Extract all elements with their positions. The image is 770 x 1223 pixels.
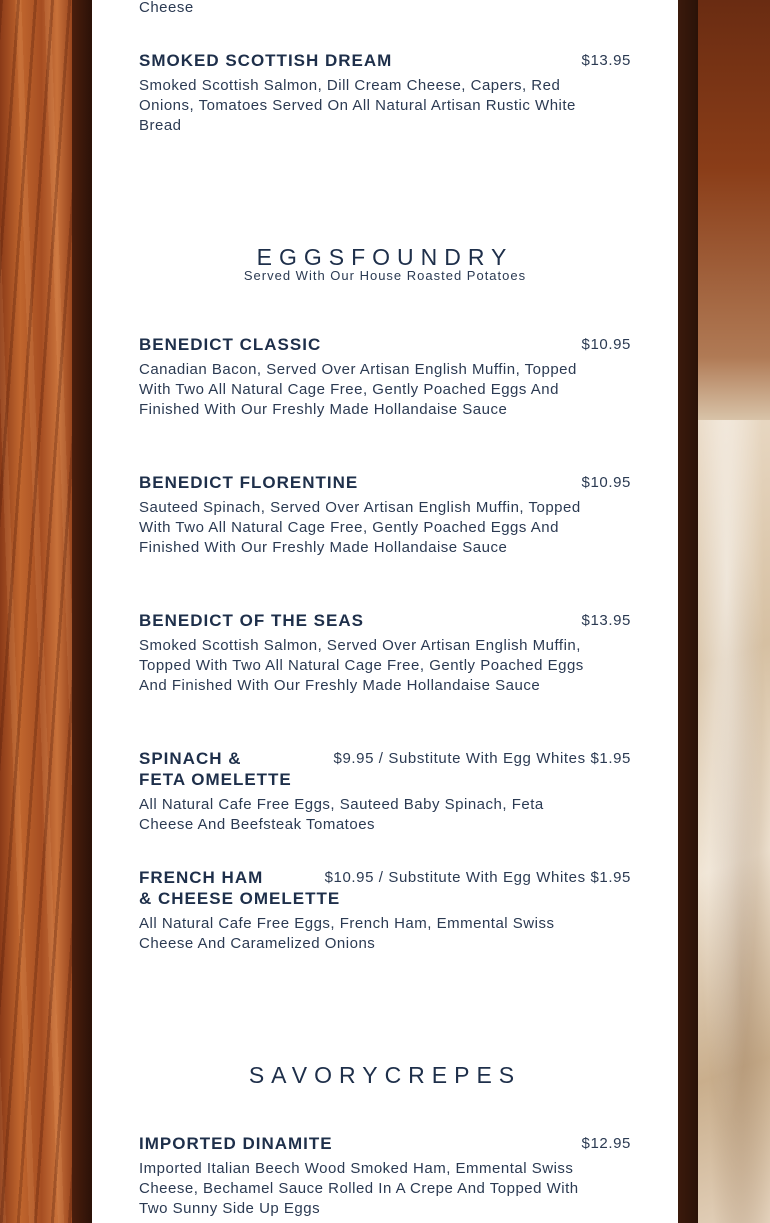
menu-item-smoked-scottish-dream <box>139 50 631 140</box>
item-price: $13.95 <box>581 52 631 69</box>
section-title-savorycrepes: SAVORYCREPES <box>248 1062 522 1088</box>
marble-background-right <box>698 420 770 1223</box>
item-price: $12.95 <box>581 1135 631 1152</box>
item-title-line: SPINACH & <box>139 749 242 768</box>
item-price: $13.95 <box>581 612 631 629</box>
menu-item-spinach-feta-omelette <box>139 748 631 838</box>
item-title-line: FETA OMELETTE <box>139 770 292 789</box>
item-title: BENEDICT OF THE SEAS <box>139 611 364 630</box>
menu-item-imported-dinamite <box>139 1133 631 1223</box>
item-description: Imported Italian Beech Wood Smoked Ham, Emmental Swiss Cheese, Bechamel Sauce Rolled In A Crepe And Topped With Two Sunny Side Up Eggs <box>139 1160 579 1217</box>
item-price: $10.95 <box>581 474 631 491</box>
item-description: Smoked Scottish Salmon, Served Over Artisan English Muffin, Topped With Two All Natural Cage Free, Gently Poached Eggs And Finished With Our Freshly Made Hollandaise Sauce <box>139 637 584 694</box>
wood-background-left <box>0 0 92 1223</box>
item-title: BENEDICT FLORENTINE <box>139 473 359 492</box>
item-title <box>139 867 340 909</box>
item-title: SMOKED SCOTTISH DREAM <box>139 51 393 70</box>
menu-item-benedict-of-the-seas <box>139 610 631 710</box>
item-description: Sauteed Spinach, Served Over Artisan English Muffin, Topped With Two All Natural Cage Free, Gently Poached Eggs And Finished With Our Freshly Made Hollandaise Sauce <box>139 499 581 556</box>
previous-item-description-fragment: Cheese <box>139 0 194 16</box>
item-title-line: & CHEESE OMELETTE <box>139 889 341 908</box>
menu-panel <box>92 0 678 1223</box>
item-description: All Natural Cafe Free Eggs, Sauteed Baby Spinach, Feta Cheese And Beefsteak Tomatoes <box>139 796 544 833</box>
item-description: All Natural Cafe Free Eggs, French Ham, Emmental Swiss Cheese And Caramelized Onions <box>139 915 555 952</box>
item-title: IMPORTED DINAMITE <box>139 1134 333 1153</box>
item-title: BENEDICT CLASSIC <box>139 335 322 354</box>
item-description: Canadian Bacon, Served Over Artisan English Muffin, Topped With Two All Natural Cage Free, Gently Poached Eggs And Finished With Our Freshly Made Hollandaise Sauce <box>139 361 577 418</box>
section-title-eggsfoundry: EGGSFOUNDRY <box>256 244 514 270</box>
item-price: $10.95 / Substitute With Egg Whites $1.95 <box>324 869 631 886</box>
item-title-line: FRENCH HAM <box>139 868 264 887</box>
item-description: Smoked Scottish Salmon, Dill Cream Cheese, Capers, Red Onions, Tomatoes Served On All Natural Artisan Rustic White Bread <box>139 77 576 134</box>
menu-item-benedict-florentine <box>139 472 631 572</box>
section-subtitle: Served With Our House Roasted Potatoes <box>243 268 527 283</box>
item-title <box>139 748 292 790</box>
menu-item-french-ham-cheese-omelette <box>139 867 631 957</box>
menu-item-benedict-classic <box>139 334 631 434</box>
item-price: $9.95 / Substitute With Egg Whites $1.95 <box>333 750 631 767</box>
item-price: $10.95 <box>581 336 631 353</box>
